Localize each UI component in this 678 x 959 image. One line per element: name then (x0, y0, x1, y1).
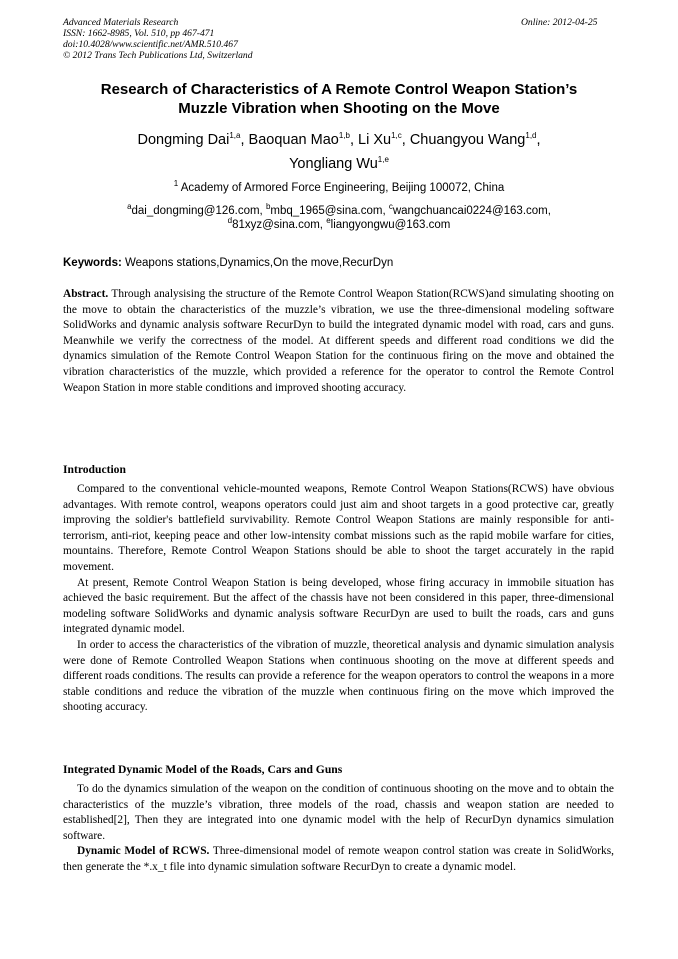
paragraph: Compared to the conventional vehicle-mounted weapons, Remote Control Weapon Stations(RCWS) have obvious advantages. With remote control, weapons operators could just aim and shoot targets in a good protective car, greatly improving the soldier's battlefield survivability. Remote Control Weapon Stations are mainly responsible for anti-terrorism, anti-riot, keeping peace and other low-intensity combat missions such as the rapid mobile warfare for cities, mountains. Therefore, Remote Control Weapon Stations should be able to shoot the target accurately in the rapid movement. (63, 483, 614, 573)
author-sup: 1,a (229, 131, 241, 141)
section-heading: Integrated Dynamic Model of the Roads, Cars and Guns (63, 763, 343, 776)
email-list (40, 204, 638, 232)
email-sup: a (127, 202, 132, 212)
author-sup: 1,e (377, 155, 389, 165)
title-line-1: Research of Characteristics of A Remote Control Weapon Station’s (100, 81, 578, 98)
affiliation-sup: 1 (173, 179, 179, 189)
abstract (63, 287, 614, 396)
author-name: Dongming Dai (137, 132, 230, 148)
abstract-label: Abstract. (63, 288, 109, 300)
email-link[interactable]: wangchuancai0224@163.com, (392, 205, 551, 217)
email-link[interactable]: dai_dongming@126.com, (131, 205, 266, 217)
author-name: Yongliang Wu (289, 156, 378, 172)
introduction-section (63, 462, 614, 716)
affiliation-text: Academy of Armored Force Engineering, Beijing 100072, China (178, 182, 505, 194)
email-sup: b (265, 202, 271, 212)
email-sup: c (388, 202, 393, 212)
paragraph-text: Three-dimensional model of remote weapon control station was create in SolidWorks, then generate the *.x_t file into dynamic simulation software RecurDyn to create a dynamic model. (63, 845, 615, 873)
author-sup: 1,b (338, 131, 350, 141)
integrated-model-section (63, 762, 614, 876)
paragraph: In order to access the characteristics of the vibration of muzzle, theoretical analysis and dynamic simulation analysis were done of Remote Controlled Weapon Stations when continuous shooting on the move at different speeds and different roads conditions. The results can provide a reference for the weapon operators to control the weapons in a more stable conditions and reduce the vibration of the muzzle when continuous firing on the move which improved the shooting accuracy. (63, 638, 614, 714)
keywords-text: Weapons stations,Dynamics,On the move,RecurDyn (121, 257, 394, 269)
journal-name: Advanced Materials Research (63, 17, 179, 28)
abstract-text: Through analysising the structure of the Remote Control Weapon Station(RCWS)and simulating shooting on the move to obtain the characteristics of the muzzle’s vibration, we use the three-dimensional modeling software SolidWorks and dynamic analysis software RecurDyn to build the integrated dynamic model with road, cars and guns. Meanwhile we verify the correctness of the model. At different speeds and different road conditions we did the dynamics simulation of the Remote Control Weapon Station for the continuous firing on the move and obtained the vibration characteristics of the muzzle, which provided a reference for the operator to control the Remote Control Weapon Station in more stable conditions and improved shooting accuracy. (63, 288, 614, 394)
keywords (63, 256, 393, 270)
journal-header (63, 17, 253, 61)
affiliation (40, 181, 638, 195)
email-link[interactable]: 81xyz@sina.com, (232, 219, 327, 231)
paragraph: To do the dynamics simulation of the weapon on the condition of continuous shooting on the move and to obtain the characteristics of the muzzle’s vibration, three models of the road, chassis and weapon station are needed to established[2], Then they are integrated into one dynamic model with the help of RecurDyn dynamics simulation software. (63, 783, 614, 842)
introduction-heading: Introduction (63, 463, 126, 476)
author-name: Baoquan Mao (248, 132, 339, 148)
author-sup: 1,c (391, 131, 402, 141)
email-sup: e (326, 216, 331, 226)
email-link[interactable]: liangyongwu@163.com (330, 219, 451, 231)
keywords-label: Keywords: (63, 257, 122, 269)
title-line-2: Muzzle Vibration when Shooting on the Move (178, 100, 500, 117)
author-list: Dongming Dai$^{1,a}$, Baoquan Mao$^{1,b}$, Li Xu$^{1,c}$, Chuangyou Wang$^{1,d}$, Yongliang Wu$^{1,e}$ (137, 131, 541, 172)
author-name: Chuangyou Wang (409, 132, 526, 148)
doi-line: doi:10.4028/www.scientific.net/AMR.510.467 (63, 39, 238, 50)
subsection-label: Dynamic Model of RCWS. (77, 845, 210, 858)
author-name: Li Xu (358, 132, 392, 148)
email-link[interactable]: mbq_1965@sina.com, (270, 205, 389, 217)
author-sup: 1,d (525, 131, 537, 141)
issn-line: ISSN: 1662-8985, Vol. 510, pp 467-471 (63, 28, 215, 39)
online-date: Online: 2012-04-25 (521, 17, 598, 28)
paper-title (40, 80, 638, 118)
paragraph: At present, Remote Control Weapon Station is being developed, whose firing accuracy in immobile situation has achieved the basic requirement. But the affect of the chassis have not been considered in this paper, three-dimensional modeling software SolidWorks and dynamic analysis software RecurDyn are used to built the roads, cars and guns integrated dynamic model. (63, 576, 614, 636)
email-sup: d (227, 216, 233, 226)
copyright-line: © 2012 Trans Tech Publications Ltd, Switzerland (63, 50, 253, 61)
paragraph (63, 844, 614, 875)
